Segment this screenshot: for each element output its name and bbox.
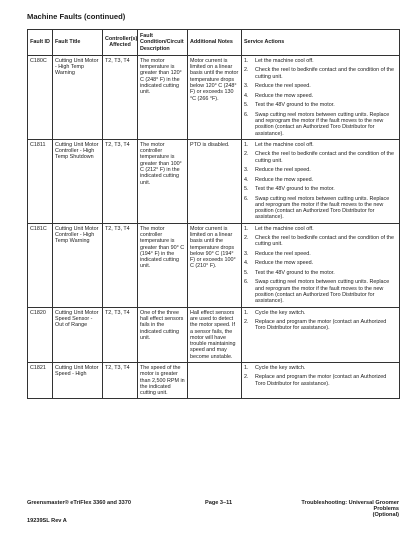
action-number: 2. — [244, 67, 249, 74]
controllers-cell: T2, T3, T4 — [103, 223, 138, 307]
service-actions-cell — [242, 139, 400, 223]
service-action-item — [244, 93, 397, 99]
header-condition: Fault Condition/Circuit Description — [138, 30, 188, 56]
action-number: 4. — [244, 176, 249, 183]
page-title: Machine Faults (continued) — [27, 12, 126, 21]
table-row — [28, 55, 400, 139]
fault-title-cell: Cutting Unit Motor Speed - High — [53, 362, 103, 398]
service-action-item — [244, 151, 397, 164]
table-row — [28, 139, 400, 223]
action-text: Check the reel to bedknife contact and the condition of the cutting unit. — [255, 67, 395, 80]
table-row — [28, 307, 400, 362]
footer-section-note: (Optional) — [372, 512, 399, 518]
action-text: Let the machine cool off. — [255, 141, 314, 148]
header-controllers: Controller(s) Affected — [103, 30, 138, 56]
service-action-item — [244, 374, 397, 387]
action-number: 1. — [244, 141, 249, 148]
fault-title-cell: Cutting Unit Motor - High Temp Warning — [53, 55, 103, 139]
action-number: 2. — [244, 151, 249, 158]
action-number: 6. — [244, 279, 249, 286]
action-number: 3. — [244, 250, 249, 257]
action-text: Test the 48V ground to the motor. — [255, 269, 335, 276]
condition-cell: The motor temperature is greater than 120° C (248° F) in the indicated cutting unit. — [138, 55, 188, 139]
header-fault-title: Fault Title — [53, 30, 103, 56]
footer-section — [276, 500, 399, 518]
action-text: Swap cutting reel motors between cutting units. Replace and reprogram the motor if the fault moves to the new position (contact an Authorized Toro Distributor for assistance). — [255, 195, 390, 221]
fault-id-cell: C180C — [28, 55, 53, 139]
footer-page-number: Page 3–11 — [205, 500, 233, 506]
condition-cell: One of the three hall effect sensors fails in the indicated cutting unit. — [138, 307, 188, 362]
service-actions-cell — [242, 307, 400, 362]
action-number: 1. — [244, 364, 249, 371]
action-text: Reduce the mow speed. — [255, 176, 314, 183]
machine-faults-table — [27, 29, 400, 399]
action-text: Cycle the key switch. — [255, 309, 306, 316]
action-text: Reduce the reel speed. — [255, 167, 311, 174]
action-text: Reduce the mow speed. — [255, 92, 314, 99]
action-number: 1. — [244, 309, 249, 316]
action-number: 3. — [244, 83, 249, 90]
fault-id-cell: C1821 — [28, 362, 53, 398]
fault-id-cell: C181C — [28, 223, 53, 307]
service-action-item — [244, 310, 397, 316]
service-actions-cell — [242, 362, 400, 398]
action-number: 6. — [244, 195, 249, 202]
service-action-item — [244, 235, 397, 248]
service-action-item — [244, 67, 397, 80]
controllers-cell: T2, T3, T4 — [103, 307, 138, 362]
controllers-cell: T2, T3, T4 — [103, 55, 138, 139]
action-number: 5. — [244, 269, 249, 276]
service-action-item — [244, 260, 397, 266]
action-text: Let the machine cool off. — [255, 57, 314, 64]
action-text: Reduce the reel speed. — [255, 83, 311, 90]
action-number: 1. — [244, 225, 249, 232]
service-action-item — [244, 251, 397, 257]
action-text: Check the reel to bedknife contact and the condition of the cutting unit. — [255, 151, 395, 164]
action-text: Reduce the reel speed. — [255, 250, 311, 257]
service-action-item — [244, 365, 397, 371]
fault-title-cell: Cutting Unit Motor Speed Sensor - Out of Range — [53, 307, 103, 362]
action-text: Replace and program the motor (contact an Authorized Toro Distributor for assistance). — [255, 319, 387, 332]
action-text: Reduce the mow speed. — [255, 260, 314, 267]
service-action-item — [244, 112, 397, 137]
footer-doc-code: 19239SL Rev A — [27, 518, 67, 524]
service-action-item — [244, 279, 397, 304]
action-text: Replace and program the motor (contact an Authorized Toro Distributor for assistance). — [255, 374, 387, 387]
action-text: Check the reel to bedknife contact and the condition of the cutting unit. — [255, 235, 395, 248]
action-number: 2. — [244, 319, 249, 326]
action-text: Swap cutting reel motors between cutting units. Replace and reprogram the motor if the fault moves to the new position (contact an Authorized Toro Distributor for assistance). — [255, 279, 390, 305]
action-number: 5. — [244, 102, 249, 109]
service-action-item — [244, 270, 397, 276]
action-number: 2. — [244, 374, 249, 381]
service-action-item — [244, 142, 397, 148]
action-text: Test the 48V ground to the motor. — [255, 102, 335, 109]
notes-cell: Motor current is limited on a linear basis until the temperature drops below 90° C (194° F) or exceeds 100° C (210° F). — [188, 223, 242, 307]
action-number: 4. — [244, 92, 249, 99]
action-number: 2. — [244, 235, 249, 242]
controllers-cell: T2, T3, T4 — [103, 362, 138, 398]
condition-cell: The speed of the motor is greater than 2,500 RPM in the indicated cutting unit. — [138, 362, 188, 398]
header-actions: Service Actions — [242, 30, 400, 56]
header-notes: Additional Notes — [188, 30, 242, 56]
action-text: Let the machine cool off. — [255, 225, 314, 232]
notes-cell — [188, 362, 242, 398]
notes-cell: Hall effect sensors are used to detect the motor speed. If a sensor fails, the motor will have trouble maintaining speed and may become unstable. — [188, 307, 242, 362]
service-action-item — [244, 196, 397, 221]
service-action-item — [244, 167, 397, 173]
action-text: Swap cutting reel motors between cutting units. Replace and reprogram the motor if the fault moves to the new position (contact an Authorized Toro Distributor for assistance). — [255, 111, 390, 137]
service-action-item — [244, 102, 397, 108]
fault-id-cell: C1820 — [28, 307, 53, 362]
service-action-item — [244, 177, 397, 183]
service-actions-cell — [242, 223, 400, 307]
action-number: 4. — [244, 260, 249, 267]
fault-id-cell: C1811 — [28, 139, 53, 223]
controllers-cell: T2, T3, T4 — [103, 139, 138, 223]
fault-title-cell: Cutting Unit Motor Controller - High Temp Warning — [53, 223, 103, 307]
service-action-item — [244, 83, 397, 89]
service-action-item — [244, 226, 397, 232]
service-action-item — [244, 58, 397, 64]
fault-rows — [28, 55, 400, 399]
action-text: Test the 48V ground to the motor. — [255, 186, 335, 193]
notes-cell: PTO is disabled. — [188, 139, 242, 223]
fault-title-cell: Cutting Unit Motor Controller - High Temp Shutdown — [53, 139, 103, 223]
condition-cell: The motor controller temperature is greater than 100° C (212° F) in the indicated cutting unit. — [138, 139, 188, 223]
action-number: 1. — [244, 57, 249, 64]
action-number: 3. — [244, 167, 249, 174]
table-header-row — [28, 30, 400, 56]
action-number: 5. — [244, 186, 249, 193]
table-row — [28, 362, 400, 398]
action-number: 6. — [244, 111, 249, 118]
service-actions-cell — [242, 55, 400, 139]
service-action-item — [244, 319, 397, 332]
footer-product: Greensmaster® eTriFlex 3360 and 3370 — [27, 500, 131, 506]
condition-cell: The motor controller temperature is greater than 90° C (194° F) in the indicated cutting unit. — [138, 223, 188, 307]
header-fault-id: Fault ID — [28, 30, 53, 56]
notes-cell: Motor current is limited on a linear basis until the motor temperature drops below 120° C (248° F) or exceeds 130 °C (266 °F). — [188, 55, 242, 139]
action-text: Cycle the key switch. — [255, 364, 306, 371]
table-row — [28, 223, 400, 307]
footer-section-title: Troubleshooting: Universal Groomer Problems — [301, 500, 399, 512]
service-action-item — [244, 186, 397, 192]
